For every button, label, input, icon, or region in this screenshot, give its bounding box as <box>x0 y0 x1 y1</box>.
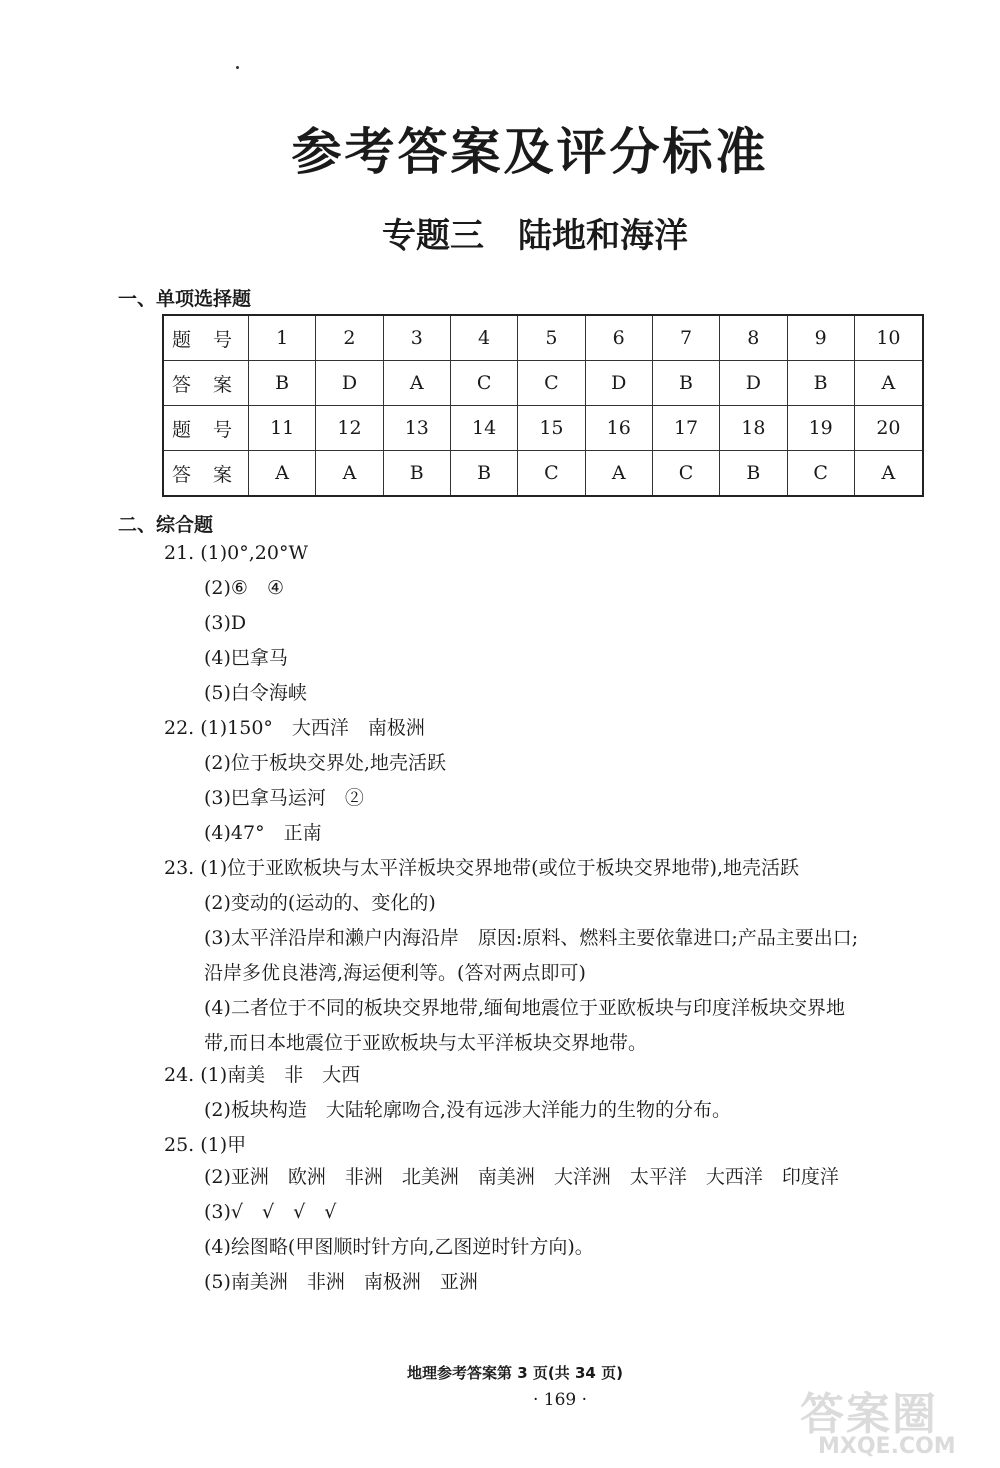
row-header: 答 案 <box>163 361 249 406</box>
table-cell: 10 <box>854 315 923 361</box>
table-cell: 8 <box>720 315 787 361</box>
table-cell: A <box>249 451 316 497</box>
section-heading-choice: 一、单项选择题 <box>118 288 252 310</box>
answer-line: 21. (1)0°,20°W <box>164 542 309 564</box>
table-cell: B <box>249 361 316 406</box>
table-cell: A <box>383 361 450 406</box>
table-cell: C <box>450 361 517 406</box>
row-header: 答 案 <box>163 451 249 497</box>
table-cell: D <box>720 361 787 406</box>
table-row <box>163 315 923 361</box>
table-cell: 6 <box>585 315 652 361</box>
table-cell: B <box>720 451 787 497</box>
watermark-logo-text: 答案圈 <box>800 1389 938 1440</box>
page-subtitle: 专题三 陆地和海洋 <box>382 216 688 256</box>
table-cell: 18 <box>720 406 787 451</box>
answer-line: (5)南美洲 非洲 南极洲 亚洲 <box>204 1271 478 1293</box>
table-row <box>163 361 923 406</box>
table-cell: D <box>585 361 652 406</box>
answer-line: (2)⑥ ④ <box>204 577 284 599</box>
answer-line: 24. (1)南美 非 大西 <box>164 1064 361 1086</box>
answer-line: 25. (1)甲 <box>164 1134 247 1156</box>
row-header: 题 号 <box>163 315 249 361</box>
answer-line: (3)太平洋沿岸和濑户内海沿岸 原因:原料、燃料主要依靠进口;产品主要出口; <box>204 927 859 949</box>
table-cell: B <box>787 361 854 406</box>
answer-line: 带,而日本地震位于亚欧板块与太平洋板块交界地带。 <box>204 1032 648 1054</box>
answer-line: 22. (1)150° 大西洋 南极洲 <box>164 717 425 739</box>
answer-line: (4)绘图略(甲图顺时针方向,乙图逆时针方向)。 <box>204 1236 594 1258</box>
table-cell: C <box>787 451 854 497</box>
table-cell: 1 <box>249 315 316 361</box>
table-cell: 17 <box>652 406 719 451</box>
table-cell: B <box>450 451 517 497</box>
table-cell: A <box>585 451 652 497</box>
table-cell: 4 <box>450 315 517 361</box>
page-number: · 169 · <box>532 1390 588 1410</box>
answer-line: (5)白令海峡 <box>204 682 307 704</box>
table-cell: B <box>383 451 450 497</box>
table-cell: C <box>518 451 585 497</box>
answer-line: (4)巴拿马 <box>204 647 288 669</box>
stray-dot <box>236 66 239 69</box>
table-cell: 3 <box>383 315 450 361</box>
watermark-url: MXQE.COM <box>818 1434 956 1459</box>
table-cell: A <box>854 361 923 406</box>
answer-line: (4)47° 正南 <box>204 822 322 844</box>
table-cell: 5 <box>518 315 585 361</box>
table-cell: A <box>316 451 383 497</box>
answer-line: (3)巴拿马运河 ② <box>204 787 364 809</box>
table-cell: D <box>316 361 383 406</box>
page-footer: 地理参考答案第 3 页(共 34 页) <box>407 1364 623 1382</box>
table-row <box>163 451 923 497</box>
table-cell: 15 <box>518 406 585 451</box>
table-cell: 2 <box>316 315 383 361</box>
table-cell: 12 <box>316 406 383 451</box>
answer-line: 沿岸多优良港湾,海运便利等。(答对两点即可) <box>204 962 586 984</box>
watermark-logo <box>790 1378 990 1458</box>
table-cell: 20 <box>854 406 923 451</box>
table-cell: 11 <box>249 406 316 451</box>
table-cell: 16 <box>585 406 652 451</box>
table-cell: 13 <box>383 406 450 451</box>
table-cell: C <box>518 361 585 406</box>
answer-line: (3)D <box>204 612 247 634</box>
answer-line: (2)亚洲 欧洲 非洲 北美洲 南美洲 大洋洲 太平洋 大西洋 印度洋 <box>204 1166 839 1188</box>
table-row <box>163 406 923 451</box>
table-cell: 19 <box>787 406 854 451</box>
page-title: 参考答案及评分标准 <box>291 123 769 181</box>
answer-table <box>162 314 924 497</box>
answer-line: (2)板块构造 大陆轮廓吻合,没有远涉大洋能力的生物的分布。 <box>204 1099 731 1121</box>
answer-line: (2)变动的(运动的、变化的) <box>204 892 436 914</box>
section-heading-comprehensive: 二、综合题 <box>118 514 214 536</box>
answer-line: 23. (1)位于亚欧板块与太平洋板块交界地带(或位于板块交界地带),地壳活跃 <box>164 857 800 879</box>
table-cell: B <box>652 361 719 406</box>
answer-line: (2)位于板块交界处,地壳活跃 <box>204 752 446 774</box>
table-cell: 7 <box>652 315 719 361</box>
answer-line: (4)二者位于不同的板块交界地带,缅甸地震位于亚欧板块与印度洋板块交界地 <box>204 997 845 1019</box>
table-cell: 9 <box>787 315 854 361</box>
table-cell: C <box>652 451 719 497</box>
answer-line: (3)√ √ √ √ <box>204 1201 337 1223</box>
table-cell: 14 <box>450 406 517 451</box>
table-cell: A <box>854 451 923 497</box>
row-header: 题 号 <box>163 406 249 451</box>
